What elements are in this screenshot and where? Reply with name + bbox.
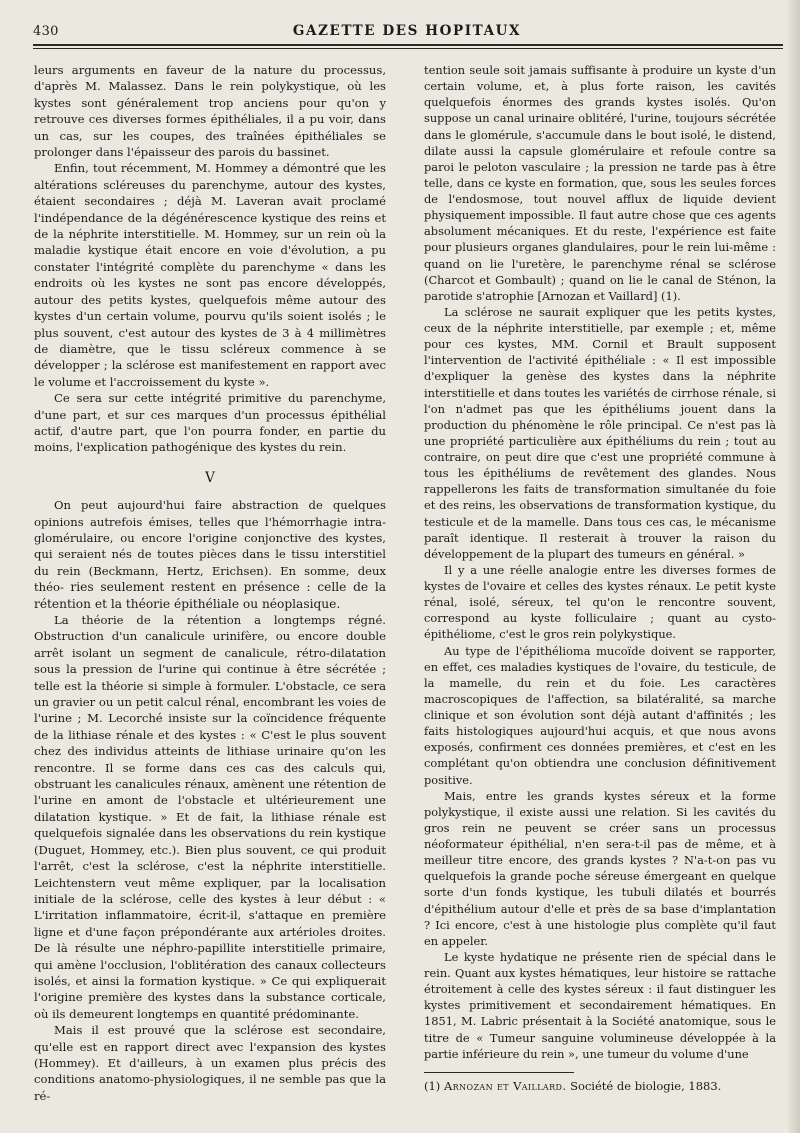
footnote-rule (424, 1072, 574, 1073)
paragraph: Mais il est prouvé que la sclérose est secondaire, qu'elle est en rapport direct avec l'expansion des kystes (Hommey). Et d'ailleurs, à un examen plus précis des conditions anatomo-physiologiques, il ne semble pas que la ré- (34, 1023, 386, 1103)
paragraph: tention seule soit jamais suffisante à produire un kyste d'un certain volume, et, à plus forte raison, les cavités quelquefois énormes des grands kystes isolés. Qu'on suppose un canal urinaire oblitéré, l'urine, toujours sécrétée dans le glomérule, s'accumule dans le bout isolé, le distend, dilate aussi la capsule glomérulaire et refoule contre sa paroi le peloton vasculaire ; la pression ne tarde pas à être telle, dans ce kyste en formation, que, sous les seules forces de l'endosmose, tout nouvel afflux de liquide devient physiquement impossible. Il faut autre chose que ces agents absolument mécaniques. Et du reste, l'expérience est faite pour plusieurs organes glandulaires, pour le rein lui-même : quand on lie l'uretère, le parenchyme rénal se sclérose (Charcot et Gombault) ; quand on lie le canal de Sténon, la parotide s'atrophie [Arnozan et Vaillard] (1). (424, 63, 776, 303)
header-rule-thick (33, 44, 783, 46)
paragraph: La sclérose ne saurait expliquer que les petits kystes, ceux de la néphrite interstitielle, par exemple ; et, même pour ces kystes, MM. Cornil et Brault supposent l'intervention de l'activité épithéliale : « Il est impossible d'expliquer la genèse des kystes dans la néphrite interstitielle et dans toutes les variétés de cirrhose rénale, si l'on n'admet pas que les épithéliums jouent dans la production du phénomène le rôle principal. Ce n'est pas là une propriété particulière aux épithéliums du rein ; tout au contraire, on peut dire que c'est une propriété commune à tous les épithéliums de revêtement des glandes. Nous rappellerons les faits de transformation simultanée du foie et des reins, les observations de transformation kystique, du testicule et de la mamelle. Dans tous ces cas, le mécanisme paraît identique. Il resterait à trouver la raison du développement de la plupart des tumeurs en général. » (424, 304, 776, 561)
footnote-authors: Arnozan et Vaillard. (443, 1078, 567, 1093)
paragraph: Au type de l'épithélioma mucoïde doivent se rapporter, en effet, ces maladies kystiques de l'ovaire, du testicule, de la mamelle, du rein et du foie. Les caractères macroscopiques de l'affection, sa bilatéralité, sa marche clinique et son évolution sont déjà autant d'affinités ; les faits histologiques aujourd'hui acquis, et que nous avons exposés, confirment ces données premières, et c'est en les complétant qu'on obtiendra une conclusion définitivement positive. (424, 643, 776, 787)
paragraph: La théorie de la rétention a longtemps régné. Obstruction d'un canalicule urinifère, ou encore double arrêt isolant un segment de canalicule, rétro-dilatation sous la pression de l'urine qui continue à être sécrétée ; telle est la théorie si simple à formuler. L'obstacle, ce sera un gravier ou un petit calcul rénal, encombrant les voies de l'urine ; M. Lecorché insiste sur la coïncidence fréquente de la lithiase rénale et des kystes : « C'est le plus souvent chez des individus atteints de lithiase urinaire qu'on les rencontre. Il se forme dans ces cas des calculs qui, obstruant les canalicules rénaux, amènent une rétention de l'urine en amont de l'obstacle et ultérieurement une dilatation kystique. » Et de fait, la lithiase rénale est quelquefois signalée dans les observations du rein kystique (Duguet, Hommey, etc.). Bien plus souvent, ce qui produit l'arrêt, c'est la sclérose, c'est la néphrite interstitielle. Leichtenstern veut même expliquer, par la localisation initiale de la sclérose, celle des kystes à leur début : « L'irritation inflammatoire, écrit-il, s'attaque en première ligne et d'une façon prépondérante aux artérioles droites. De là résulte une néphro-papillite interstitielle primaire, qui amène l'occlusion, l'oblitération des canaux collecteurs isolés, et ainsi la formation kystique. » Ce qui expliquerait l'origine première des kystes dans la substance corticale, où ils demeurent longtemps en quantité prédominante. (34, 613, 386, 1021)
paragraph: Ce sera sur cette intégrité primitive du parenchyme, d'une part, et sur ces marques d'un processus épithélial actif, d'autre part, que l'on pourra fonder, en partie du moins, l'explication pathogénique des kystes du rein. (34, 391, 386, 455)
paragraph: Il y a une réelle analogie entre les diverses formes de kystes de l'ovaire et celles des kystes rénaux. Le petit kyste rénal, isolé, séreux, tel qu'on le rencontre souvent, correspond au kyste folliculaire ; quant au cysto-épithéliome, c'est le gros rein polykystique. (424, 562, 776, 642)
footnote (424, 1079, 776, 1094)
right-column (424, 62, 776, 1094)
footnote-marker: (1) (424, 1078, 441, 1093)
left-column (34, 62, 386, 1104)
footnote-source: Société de biologie, 1883. (570, 1078, 722, 1093)
paragraph: Enfin, tout récemment, M. Hommey a démontré que les altérations scléreuses du parenchyme, autour des kystes, étaient secondaires ; déjà M. Laveran avait proclamé l'indépendance de la dégénérescence kystique des reins et de la néphrite interstitielle. M. Hommey, sur un rein où la maladie kystique était encore en voie d'évolution, a pu constater l'intégrité complète du parenchyme « dans les endroits où les kystes ne sont pas encore développés, autour des petits kystes, quelquefois même autour des kystes d'un certain volume, pourvu qu'ils soient isolés ; le plus souvent, c'est autour des kystes de 3 à 4 millimètres de diamètre, que le tissu scléreux commence à se développer ; la sclérose est manifestement en rapport avec le volume et l'accroissement du kyste ». (34, 161, 386, 389)
page-edge-shadow (788, 0, 800, 1133)
paragraph: Le kyste hydatique ne présente rien de spécial dans le rein. Quant aux kystes hématiques, leur histoire se rattache étroitement à celle des kystes séreux : il faut distinguer les kystes primitivement et secondairement hématiques. En 1851, M. Labric présentait à la Société anatomique, sous le titre de « Tumeur sanguine volumineuse développée à la partie inférieure du rein », une tumeur du volume d'une (424, 949, 776, 1061)
paragraph: leurs arguments en faveur de la nature du processus, d'après M. Malassez. Dans le rein polykystique, où les kystes sont généralement trop anciens pour qu'on y retrouve ces diverses formes épithéliales, il a pu voir, dans un cas, sur les coupes, des traînées épithéliales se prolonger dans l'épaisseur des parois du bassinet. (34, 63, 386, 160)
paragraph-small-text: ries seulement restent en présence : celle de la rétention et la théorie épithéliale ou néoplasique. (34, 580, 386, 611)
section-heading: V (205, 469, 215, 486)
running-title: GAZETTE DES HOPITAUX (292, 23, 522, 39)
paragraph-text: On peut aujourd'hui faire abstraction de quelques opinions autrefois émises, telles que l'hémorrhagie intra-glomérulaire, ou encore l'origine conjonctive des kystes, qui seraient nés de toutes pièces dans le tissu interstitiel du rein (Beckmann, Hertz, Erichsen). En somme, deux théo- (34, 498, 386, 595)
page-number: 430 (33, 24, 59, 39)
paragraph (34, 497, 386, 612)
page-header (33, 20, 781, 42)
paragraph: Mais, entre les grands kystes séreux et la forme polykystique, il existe aussi une relation. Si les cavités du gros rein ne peuvent se créer sans un processus néoformateur épithélial, n'en sera-t-il pas de même, et à meilleur titre encore, des grands kystes ? N'a-t-on pas vu quelquefois la grande poche séreuse émergeant en quelque sorte d'un fonds kystique, les tubuli dilatés et bourrés d'épithélium autour d'elle et près de sa base d'implantation ? Ici encore, c'est à une histologie plus complète qu'il faut en appeler. (424, 788, 776, 948)
header-rule-thin (33, 48, 783, 49)
